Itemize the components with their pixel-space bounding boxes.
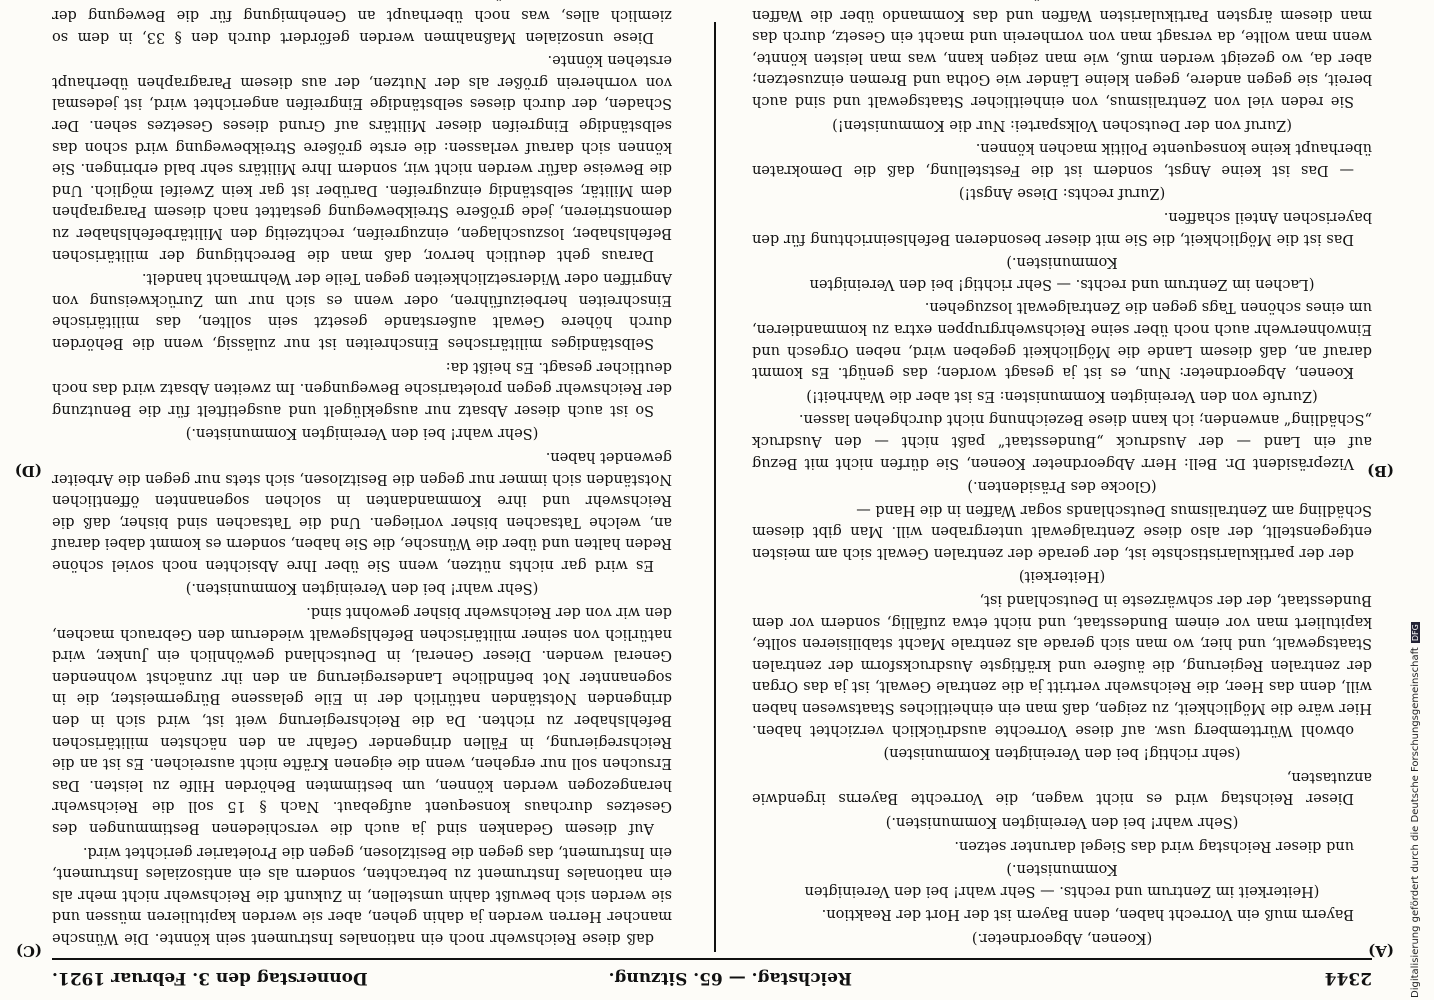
left-column	[752, 6, 1372, 948]
paragraph: daß diese Reichswehr noch ein nationales Instrument sein könnte. Die Wünsche mancher Herren werden ja dahin gehen, aber sie werden kapitulieren müssen und sie werden sich bewußt dahin umstellen, in Zukunft die Reichswehr nicht mehr als ein nationales Instrument zu betrachten, sondern als ein antisoziales Instrument, ein Instrument, das gegen die Besitzlosen, gegen die Proletarier gerichtet wird.	[52, 843, 672, 946]
page-title: Reichstag. — 65. Sitzung.	[608, 968, 852, 988]
paragraph: Koenen, Abgeordneter: Nun, es ist ja gesagt worden; das genügt. Es kommt darauf an, daß diesem Lande die Möglichkeit gegeben wird, neben Orgesch und Einwohnerwehr auch noch über seine Reichswehrgruppen extra zu kommandieren, um eines schönen Tags gegen die Zentralgewalt loszugehen.	[752, 299, 1372, 381]
paragraph: Dieser Reichstag wird es nicht wagen, die Vorrechte Bayerns irgendwie anzutasten,	[752, 768, 1372, 807]
paragraph: (Koenen, Abgeordneter.)	[971, 930, 1153, 946]
paragraph: Daraus geht deutlich hervor, daß man die Berechtigung der militärischen Befehlshaber, loszuschlagen, einzugreifen, rechtzeitig den Militärbefehlshaber zu demonstrieren, jede größere Streikbewegung gestattet nach diesem Paragraphen dem Militär, selbständig einzugreifen. Darüber ist gar kein Zweifel möglich. Und die Beweise dafür werden nicht wir, sondern Ihre Militärs sehr bald erbringen. Sie können sich darauf verlassen: die erste größere Streikbewegung wird schon das selbständige Eingreifen dieser Militärs auf Grund dieses Gesetzes sehen. Der Schaden, der durch dieses selbständige Eingreifen angerichtet wird, ist jedesmal von vornherein größer als der Nutzen, der aus diesem Paragraphen überhaupt erstehen könnte.	[52, 52, 672, 263]
paragraph: (Zuruf rechts: Diese Angst!)	[958, 185, 1166, 202]
paragraph: Diese unsozialen Maßnahmen werden gefördert durch den § 33, in dem so ziemlich alles, was noch überhaupt an Genehmigung für die Bewegung der	[52, 7, 672, 45]
margin-mark-c: (C)	[15, 942, 42, 960]
paragraph: der der partikularistischste ist, der gerade der zentralen Gewalt sich am meisten entgegenstellt, der also diese Zentralgewalt untergraben will. Man gibt diesem Schädling am Zentralismus Deutschlands sogar Waffen in die Hand —	[752, 501, 1372, 561]
paragraph: Das ist die Möglichkeit, die Sie mit dieser besonderen Befehlseinrichtung für den bayerischen Anteil schaffen.	[752, 209, 1372, 247]
digitization-footer	[1410, 0, 1421, 998]
paragraph: (Glocke des Präsidenten.)	[967, 478, 1157, 495]
header-rule	[52, 958, 1372, 960]
paragraph: Selbständiges militärisches Einschreiten ist nur zulässig, wenn die Behörden durch höhere Gewalt außerstande gesetzt sein sollten, das militärische Einschreiten herbeizuführen, oder wenn es sich nur um Zurückweisung von Angriffen oder Widersetzlichkeiten gegen Teile der Wehrmacht handelt.	[52, 270, 672, 351]
paragraph: (Lachen im Zentrum und rechts. — Sehr richtig! bei den Vereinigten Kommunisten.)	[809, 254, 1315, 292]
paragraph: (Heiterkeit)	[1018, 568, 1106, 585]
margin-mark-b: (B)	[1367, 462, 1394, 480]
paragraph: Bayern muß ein Vorrecht haben, denn Bayern ist der Hort der Reaktion.	[821, 906, 1354, 923]
margin-mark-d: (D)	[14, 462, 42, 480]
page-header	[52, 958, 1372, 988]
paragraph: — Das ist keine Angst, sondern ist die Feststellung, daß die Demokraten überhaupt keine konsequente Politik machen können.	[752, 140, 1372, 178]
paragraph: Sie reden viel von Zentralismus, von einheitlicher Staatsgewalt und sind auch bereit, sie gegen andere, gegen kleine Länder wie Gotha und Bremen einzusetzen; aber da, wo gezeigt werden muß, wie man zeigen kann, was man leisten könnte, wenn man wollte, da versagt man von vornherein und macht ein Gesetz, durch das man diesem ärgsten Partikularisten Waffen und das Kommando über die Waffen	[752, 6, 1372, 110]
paragraph: obwohl Württemberg usw. auf diese Vorrechte ausdrücklich verzichtet haben. Hier wäre die Möglichkeit, zu zeigen, daß man ein einheitliches Staatswesen haben will, denn das Heer, die Reichswehr vertritt ja die zentrale Gewalt, ist ja das Organ der zentralen Regierung, die äußere und kräftigste Ausdrucksform der zentralen Staatsgewalt, und hier, wo man sich gerade als zentrale Macht stabilisieren sollte, kapituliert man vor einem Bundesstaat, und nicht etwa zufällig, sondern vor dem Bundesstaat, der der schwärzeste in Deutschland ist,	[752, 592, 1372, 738]
footer-text: Digitalisierung gefördert durch die Deutsche Forschungsgemeinschaft	[1410, 647, 1421, 998]
paragraph: (Zurufe von den Vereinigten Kommunisten: Es ist aber die Wahrheit!)	[806, 387, 1318, 404]
paragraph: und dieser Reichstag wird das Siegel darunter setzen.	[954, 837, 1354, 854]
paragraph: Auf diesem Gedanken sind ja auch die verschiedenen Bestimmungen des Gesetzes durchaus konsequent aufgebaut. Nach § 15 soll die Reichswehr herangezogen werden können, um bestimmten Behörden Hilfe zu leisten. Das Ersuchen soll nur ergehen, wenn die eigenen Kräfte nicht ausreichen. Es ist an die Reichsregierung, in Fällen dringender Gefahr an den nächsten militärischen Befehlshaber zu richten. Da die Reichsregierung weit ist, wird sich in den dringenden Notständen natürlich der in Eile gelassene Bürgermeister, die in sogenannter Not befindliche Landesregierung an den ihr zunächst wohnenden General wenden. Dieser General, in Deutschland gewöhnlich ein Junker, wird natürlich von seiner militärischen Befehlsgewalt wiederum den Gebrauch machen, den wir von der Reichswehr bisher gewohnt sind.	[52, 604, 672, 837]
margin-mark-a: (A)	[1368, 942, 1394, 960]
dfg-logo: DFG	[1411, 624, 1420, 642]
paragraph: (sehr richtig! bei den Vereinigten Kommunisten)	[883, 745, 1241, 762]
column-divider	[714, 22, 716, 952]
paragraph: So ist auch dieser Absatz nur ausgeklügelt und ausgetiftelt für die Benutzung der Reichswehr gegen proletarische Bewegungen. Im zweiten Absatz wird das noch deutlicher gesagt. Es heißt da:	[52, 358, 672, 418]
paragraph: (Zuruf von der Deutschen Volkspartei: Nur die Kommunisten!)	[832, 116, 1292, 133]
page-date: Donnerstag den 3. Februar 1921.	[52, 968, 368, 988]
paragraph: (Sehr wahr! bei den Vereinigten Kommunisten.)	[185, 580, 539, 597]
paragraph: Es wird gar nichts nützen, wenn Sie über Ihre Absichten noch soviel schöne Reden halten und über die Wünsche, die Sie haben, sondern es kommt dabei darauf an, welche Tatsachen bisher vorliegen. Und die Tatsachen sind bisher, daß die Reichswehr und ihre Kommandanten in solchen sogenannten öffentlichen Notständen sich immer nur gegen die Besitzlosen, sich stets nur gegen die Arbeiter gewendet haben.	[52, 448, 672, 573]
page-number: 2344	[1324, 968, 1372, 988]
paragraph: Vizepräsident Dr. Bell: Herr Abgeordneter Koenen, Sie dürfen nicht mit Bezug auf ein Land — der Ausdruck „Bundesstaat“ paßt nicht — den Ausdruck „Schädling“ anwenden; ich kann diese Bezeichnung nicht durchgehen lassen.	[752, 411, 1372, 471]
paragraph: (Sehr wahr! bei den Vereinigten Kommunisten.)	[885, 814, 1239, 831]
paragraph: (Heiterkeit im Zentrum und rechts. — Sehr wahr! bei den Vereinigten Kommunisten.)	[804, 861, 1320, 899]
right-column	[52, 7, 672, 948]
paragraph: (Sehr wahr! bei den Vereinigten Kommunisten.)	[185, 425, 539, 442]
